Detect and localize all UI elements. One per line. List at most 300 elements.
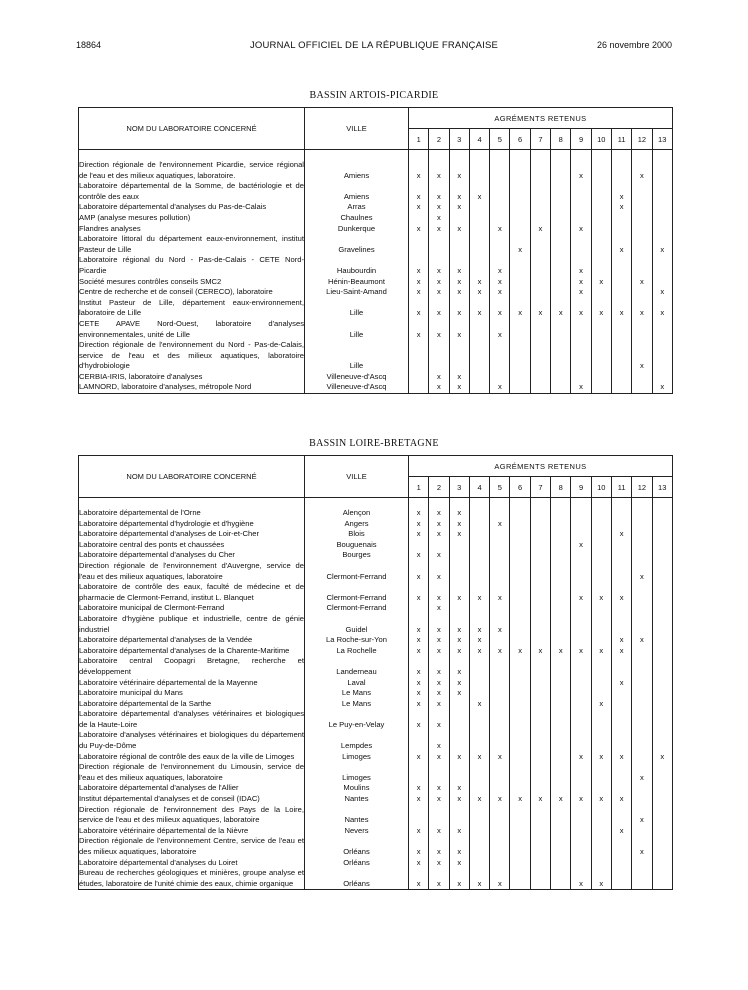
agrement-cell-10 [591,224,611,235]
agrement-cell-2: x [429,372,449,383]
agrement-cell-9 [571,508,591,519]
agrement-cell-13 [652,614,672,635]
agrement-cell-9: x [571,298,591,319]
agrement-cell-1 [409,805,429,826]
agrement-cell-5 [490,678,510,689]
agrement-cell-13: x [652,752,672,763]
agrement-cell-11 [611,709,631,730]
agrement-cell-7 [530,688,550,699]
agrement-cell-11 [611,783,631,794]
table-row [79,508,673,519]
agrement-cell-6 [510,519,530,530]
agrement-cell-11 [611,762,631,783]
column-number-1: 1 [409,477,429,498]
agrement-cell-5 [490,709,510,730]
agrement-cell-5 [490,805,510,826]
city: Chaulnes [305,213,409,224]
laboratory-name: Laboratoire littoral du département eaux-environnement, institut Pasteur de Lille [79,234,304,254]
agrement-cell-9 [571,762,591,783]
agrement-cell-12 [632,709,652,730]
city: Bouguenais [305,540,409,551]
agrement-cell-11 [611,519,631,530]
agrement-cell-9 [571,783,591,794]
city: La Roche-sur-Yon [305,635,409,646]
laboratory-name: Laboratoire d'analyses vétérinaires et biologiques du département du Puy-de-Dôme [79,730,304,751]
agrement-cell-10 [591,234,611,255]
agrement-cell-8 [551,752,571,763]
laboratory-name: Bureau de recherches géologiques et minières, groupe analyse et études, laboratoire de l'unité chimie des eaux, chimie organique [79,868,304,888]
agrement-cell-7 [530,550,550,561]
journal-title: JOURNAL OFFICIEL DE LA RÉPUBLIQUE FRANÇAISE [249,40,499,51]
agrement-cell-5: x [490,582,510,603]
agrement-cell-13 [652,529,672,540]
agrement-cell-13 [652,540,672,551]
column-header-laboratoire: NOM DU LABORATOIRE CONCERNÉ [79,456,305,498]
agrement-cell-7 [530,277,550,288]
agrement-cell-10 [591,340,611,372]
agrement-cell-9: x [571,646,591,657]
agrement-cell-8 [551,540,571,551]
agrement-cell-2: x [429,709,449,730]
laboratory-name: CERBIA-IRIS, laboratoire d'analyses [79,371,203,381]
agrement-cell-1: x [409,688,429,699]
agrement-cell-3: x [449,382,469,393]
agrement-cell-4: x [469,646,489,657]
agrement-cell-8 [551,287,571,298]
table-row [79,752,673,763]
agrement-cell-6 [510,805,530,826]
agrement-cell-8 [551,699,571,710]
agrement-cell-9: x [571,540,591,551]
agrement-cell-3 [449,213,469,224]
agrement-cell-2: x [429,202,449,213]
agrement-cell-10: x [591,298,611,319]
agrement-cell-7 [530,255,550,276]
agrement-cell-1: x [409,561,429,582]
city: Lille [305,298,409,319]
agrement-cell-7 [530,699,550,710]
agrement-cell-13 [652,783,672,794]
table-row [79,319,673,340]
agrement-cell-5 [490,656,510,677]
agrement-cell-13 [652,508,672,519]
agrement-cell-7 [530,181,550,202]
laboratory-name: Laboratoire vétérinaire départemental de la Nièvre [79,825,249,835]
agrement-cell-3: x [449,582,469,603]
table-row [79,213,673,224]
city: Landerneau [305,656,409,677]
agrement-cell-3: x [449,255,469,276]
laboratory-name: Flandres analyses [79,223,141,233]
agrement-cell-10 [591,561,611,582]
agrement-cell-8 [551,160,571,181]
agrement-cell-5 [490,372,510,383]
agrement-cell-2: x [429,730,449,751]
agrement-cell-1 [409,213,429,224]
agrement-cell-6 [510,540,530,551]
agrement-cell-8 [551,730,571,751]
city: Alençon [305,508,409,519]
agrement-cell-13 [652,826,672,837]
agrement-cell-9 [571,709,591,730]
agrement-cell-5 [490,688,510,699]
column-number-2: 2 [429,129,449,150]
agrement-cell-11 [611,382,631,393]
table-row [79,529,673,540]
agrement-cell-1: x [409,709,429,730]
agrement-cell-3: x [449,529,469,540]
agrement-cell-2: x [429,794,449,805]
agrement-cell-4 [469,709,489,730]
agrement-cell-2 [429,805,449,826]
agrement-cell-4 [469,783,489,794]
agrement-cell-11: x [611,794,631,805]
agrement-cell-12 [632,794,652,805]
agrement-cell-10 [591,202,611,213]
agrement-cell-5 [490,635,510,646]
agrement-cell-9 [571,529,591,540]
agrement-cell-12 [632,550,652,561]
agrement-cell-7 [530,614,550,635]
agrement-cell-11 [611,603,631,614]
table-row [79,805,673,826]
agrement-cell-9: x [571,868,591,890]
agrement-cell-11: x [611,635,631,646]
table-row [79,730,673,751]
agrement-cell-11 [611,340,631,372]
agrement-cell-12 [632,202,652,213]
agrement-cell-10 [591,678,611,689]
agrement-cell-12 [632,699,652,710]
city: Le Mans [305,699,409,710]
agrement-cell-6 [510,730,530,751]
agrement-cell-1 [409,730,429,751]
agrement-cell-4 [469,561,489,582]
city: Guidel [305,614,409,635]
agrement-cell-2: x [429,635,449,646]
agrement-cell-5 [490,540,510,551]
agrement-cell-8: x [551,298,571,319]
agrement-cell-9 [571,805,591,826]
agrement-cell-2: x [429,382,449,393]
agrement-cell-3: x [449,319,469,340]
city: Hénin-Beaumont [305,277,409,288]
agrement-cell-10 [591,730,611,751]
agrement-cell-4: x [469,794,489,805]
agrement-cell-6 [510,762,530,783]
agrement-cell-2: x [429,224,449,235]
agrement-cell-8 [551,678,571,689]
agrement-cell-2: x [429,160,449,181]
agrement-cell-7 [530,805,550,826]
agrement-cell-1 [409,340,429,372]
agrement-cell-1: x [409,181,429,202]
agrement-cell-9 [571,635,591,646]
agrement-cell-5: x [490,752,510,763]
agrement-cell-12 [632,255,652,276]
laboratory-name: Direction régionale de l'environnement d'Auvergne, service de l'eau et des milieux aquatiques, laboratoire [79,560,304,581]
agrement-cell-3 [449,340,469,372]
agrement-cell-10: x [591,699,611,710]
agrement-cell-1: x [409,783,429,794]
agrement-cell-4: x [469,614,489,635]
agrement-cell-3 [449,805,469,826]
agrement-cell-13 [652,582,672,603]
agrement-cell-2: x [429,213,449,224]
table-row [79,783,673,794]
agrement-cell-6 [510,277,530,288]
agrement-cell-11: x [611,826,631,837]
agrement-cell-4 [469,678,489,689]
agrement-cell-1: x [409,858,429,869]
agrement-cell-6 [510,160,530,181]
column-number-4: 4 [469,477,489,498]
agrement-cell-1: x [409,224,429,235]
agrement-cell-4 [469,319,489,340]
agrement-cell-4 [469,688,489,699]
laboratory-name: Direction régionale de l'environnement du Nord - Pas-de-Calais, service de l'eau et des milieux aquatiques, laboratoire d'hydrobiologie [79,340,304,371]
agrement-cell-2: x [429,287,449,298]
laboratory-name: Laboratoire départemental d'analyses de la Vendée [79,635,253,645]
table-row [79,340,673,372]
agrement-cell-9 [571,561,591,582]
agrement-cell-6 [510,688,530,699]
agrement-cell-5: x [490,382,510,393]
agrement-cell-10 [591,529,611,540]
agrement-cell-4 [469,255,489,276]
agrement-cell-11 [611,508,631,519]
laboratory-name: CETE APAVE Nord-Ouest, laboratoire d'analyses environnementales, unité de Lille [79,318,304,339]
table-row [79,255,673,276]
laboratory-name: Laboratoire vétérinaire départemental de la Mayenne [79,677,258,687]
agrement-cell-13 [652,678,672,689]
agrement-cell-6 [510,202,530,213]
agrement-cell-4 [469,730,489,751]
agrement-cell-11 [611,614,631,635]
agrement-cell-5: x [490,255,510,276]
agrement-cell-13: x [652,234,672,255]
table-row [79,382,673,393]
city: Bourges [305,550,409,561]
agrement-cell-13 [652,372,672,383]
agrement-cell-2: x [429,836,449,857]
agrement-cell-7 [530,858,550,869]
agrement-cell-4 [469,805,489,826]
table-row [79,298,673,319]
agrement-cell-9: x [571,382,591,393]
laboratory-name: Laboratoire d'hygiène publique et industrielle, centre de génie industriel [79,613,304,634]
agrement-cell-8 [551,319,571,340]
agrement-cell-8 [551,529,571,540]
agrement-cell-5 [490,213,510,224]
agrement-cell-9 [571,550,591,561]
laboratory-name: Laboratoire municipal du Mans [79,688,183,698]
column-number-12: 12 [632,477,652,498]
agrement-cell-3: x [449,688,469,699]
agrement-cell-1: x [409,794,429,805]
agrement-cell-3 [449,550,469,561]
city: Blois [305,529,409,540]
agrement-cell-4 [469,603,489,614]
column-number-3: 3 [449,477,469,498]
agrement-cell-6 [510,224,530,235]
agrement-cell-13 [652,709,672,730]
agrement-cell-3: x [449,202,469,213]
laboratory-name: Laboratoire régional du Nord - Pas-de-Calais - CETE Nord-Picardie [79,255,304,275]
agrement-cell-5 [490,202,510,213]
agrement-cell-10: x [591,646,611,657]
agrement-cell-13 [652,255,672,276]
agrement-cell-11 [611,540,631,551]
agrement-cell-9 [571,519,591,530]
agrement-cell-12 [632,382,652,393]
laboratory-name: Laboratoire central des ponts et chaussées [79,539,225,549]
agrement-cell-7 [530,656,550,677]
agrement-cell-5 [490,529,510,540]
agrement-cell-3: x [449,656,469,677]
agrement-cell-2: x [429,319,449,340]
agrement-cell-4 [469,656,489,677]
agrement-cell-10 [591,858,611,869]
agrement-cell-5: x [490,287,510,298]
agrement-cell-10 [591,255,611,276]
agrement-cell-13: x [652,382,672,393]
laboratory-name: Laboratoire départemental de la Sarthe [79,698,212,708]
agrement-cell-5 [490,550,510,561]
table-row [79,540,673,551]
city: Nevers [305,826,409,837]
agrement-cell-9 [571,858,591,869]
agrement-cell-3: x [449,678,469,689]
agrement-cell-8 [551,805,571,826]
table-row [79,826,673,837]
laboratory-name: Laboratoire départemental d'analyses du Pas-de-Calais [79,202,267,212]
agrement-cell-7 [530,783,550,794]
agrement-cell-9 [571,730,591,751]
agrement-cell-1: x [409,699,429,710]
agrement-cell-2: x [429,688,449,699]
column-number-13: 13 [652,477,672,498]
agrement-cell-6 [510,582,530,603]
agrement-cell-6 [510,709,530,730]
agrement-cell-12 [632,826,652,837]
agrement-cell-1: x [409,255,429,276]
agrement-cell-3: x [449,224,469,235]
agrement-cell-2: x [429,298,449,319]
laboratory-name: Laboratoire départemental d'hydrologie et d'hygiène [79,518,254,528]
agrement-cell-4 [469,762,489,783]
agrement-cell-13 [652,656,672,677]
agrement-cell-5 [490,340,510,372]
agrement-cell-5 [490,826,510,837]
agrement-cell-8 [551,277,571,288]
agrement-cell-2 [429,540,449,551]
agrement-cell-12 [632,646,652,657]
agrement-cell-7 [530,287,550,298]
agrement-cell-13 [652,688,672,699]
laboratory-name: Institut départemental d'analyses et de conseil (IDAC) [79,794,260,804]
agrement-cell-7 [530,709,550,730]
agrement-cell-9 [571,372,591,383]
agrement-cell-8 [551,561,571,582]
agrement-cell-11 [611,319,631,340]
agrement-cell-13 [652,202,672,213]
column-number-11: 11 [611,477,631,498]
agrement-cell-8 [551,340,571,372]
agrement-cell-3 [449,561,469,582]
agrement-cell-9: x [571,794,591,805]
agrement-cell-5: x [490,277,510,288]
agrement-cell-11: x [611,202,631,213]
column-header-agrements: AGRÉMENTS RETENUS [409,456,673,477]
laboratory-name: Direction régionale de l'environnement du Limousin, service de l'eau et des milieux aquatiques, laboratoire [79,762,304,782]
agrement-cell-6 [510,561,530,582]
column-number-5: 5 [490,477,510,498]
agrement-cell-9: x [571,752,591,763]
agrement-cell-10 [591,181,611,202]
agrement-cell-6 [510,614,530,635]
table-row [79,234,673,255]
laboratory-name: Direction régionale de l'environnement Picardie, service régional de l'eau et des milieux aquatiques, laboratoire. [79,160,304,180]
laboratory-name: Laboratoire départemental d'analyses de l'Allier [79,783,239,793]
agrement-cell-5: x [490,614,510,635]
column-number-13: 13 [652,129,672,150]
city: Lieu-Saint-Amand [305,287,409,298]
agrement-cell-1: x [409,160,429,181]
city: Dunkerque [305,224,409,235]
agrement-cell-10 [591,287,611,298]
agrement-cell-10: x [591,582,611,603]
agrement-cell-10 [591,540,611,551]
agrement-cell-6 [510,699,530,710]
agrement-cell-12 [632,730,652,751]
city: Orléans [305,858,409,869]
agrement-cell-8 [551,826,571,837]
agrement-cell-3: x [449,826,469,837]
agrement-cell-1: x [409,508,429,519]
city: Clermont-Ferrand [305,582,409,603]
city: Lille [305,319,409,340]
city: Laval [305,678,409,689]
agrement-cell-6 [510,826,530,837]
agrement-cell-6: x [510,794,530,805]
laboratory-name: Laboratoire départemental d'analyses du Cher [79,550,235,560]
agrement-cell-8 [551,213,571,224]
column-number-5: 5 [490,129,510,150]
agrement-cell-3: x [449,508,469,519]
agrement-cell-5 [490,181,510,202]
table-row [79,277,673,288]
agrement-cell-3 [449,234,469,255]
agrement-cell-10 [591,635,611,646]
agrement-cell-13 [652,277,672,288]
agrement-cell-12: x [632,340,652,372]
agrement-cell-4 [469,529,489,540]
city: Limoges [305,752,409,763]
agrement-cell-7 [530,202,550,213]
agrement-cell-2: x [429,678,449,689]
publication-date: 26 novembre 2000 [596,40,672,50]
agrement-cell-12 [632,540,652,551]
agrement-cell-8 [551,688,571,699]
agrement-cell-5 [490,234,510,255]
agrement-cell-2: x [429,582,449,603]
agrement-cell-11: x [611,298,631,319]
agrement-cell-7 [530,529,550,540]
agrement-cell-10 [591,508,611,519]
agrement-cell-10 [591,805,611,826]
agrement-cell-2: x [429,277,449,288]
